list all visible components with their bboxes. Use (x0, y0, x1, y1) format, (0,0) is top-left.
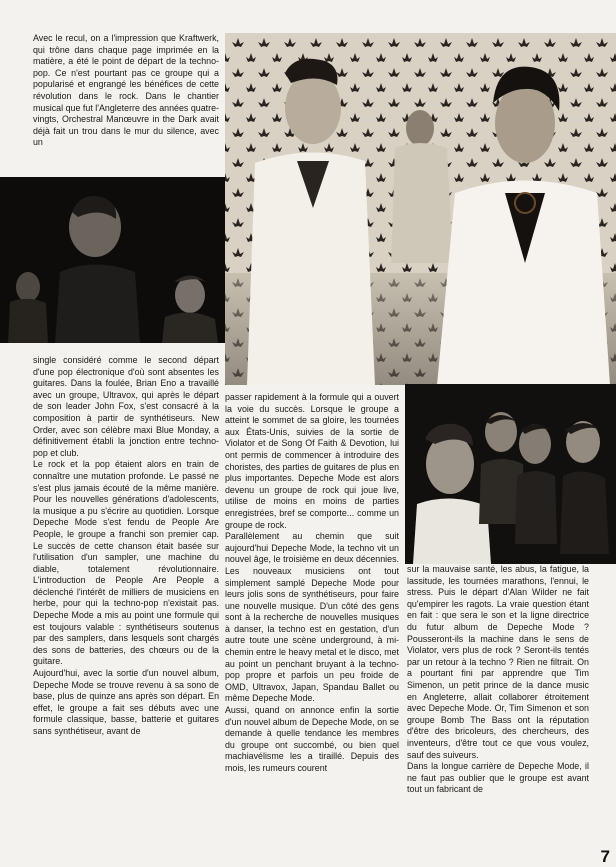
left-band-photo (0, 177, 225, 343)
paragraph: Aussi, quand on annonce enfin la sortie d'un nouvel album de Depeche Mode, on se demande à quelle tendance les membres du groupe ont succombé, ou bien quel machiavélisme les a tiraillé. Depuis des mois, les rumeurs courent (225, 705, 399, 773)
paragraph: single considéré comme le second départ d'une pop électronique d'où sont absentes les guitares. Dans la foulée, Brian Eno a travaillé avec un groupe, Ultravox, qui après le départ de son leader John Fox, s'est consacré à la composition à partir de synthétiseurs. New Order, avec son célèbre maxi Blue Monday, a définitivement établi la jonction entre techno-pop et club. (33, 355, 219, 458)
main-band-photo-art (225, 33, 616, 385)
right-band-photo-art (405, 384, 616, 564)
right-band-photo (405, 384, 616, 564)
paragraph: Dans la longue carrière de Depeche Mode, il ne faut pas oublier que le groupe est avant tout un fabricant de (407, 761, 589, 795)
column-1-bottom (33, 355, 219, 860)
paragraph: Parallèlement au chemin que suit aujourd'hui Depeche Mode, la techno vit un nouvel âge, le troisième en deux décennies. Les nouveaux musiciens ont tout simplement samplé Depeche Mode pour leurs jolis sons de synthétiseurs, pour faire une nouvelle musique. D'un côté des gens sont à la recherche de nouvelles musiques à danser, la techno est en gestation, d'un autre toute une scène underground, à mi-chemin entre le heavy metal et le disco, met au point un penchant bruyant à la techno-pop propre et parfois un peu froide de OMD, Ultravox, Japan, Spandau Ballet ou même Depeche Mode. (225, 531, 399, 704)
left-band-photo-art (0, 177, 225, 343)
column-2 (225, 392, 399, 860)
paragraph: Aujourd'hui, avec la sortie d'un nouvel album, Depeche Mode se trouve revenu à sa sono de base, plus de quinze ans après son départ. En effet, le groupe a fait ses débuts avec une formule classique, basse, batterie et guitares sans synthétiseur, avant de (33, 668, 219, 736)
paragraph: Avec le recul, on a l'impression que Kraftwerk, qui trône dans chaque page imprimée en la matière, a été le point de départ de la techno-pop. Ce n'est pourtant pas ce groupe qui a popularisé et engrangé les bénéfices de cette révolution dans le rock. Dans le chantier musical que fut l'Angleterre des années quatre-vingts, Orchestral Manœuvre in the Dark avait déjà fait un trou dans le mur du silence, avec un (33, 33, 219, 148)
main-band-photo (225, 33, 616, 385)
page-number: 7 (600, 847, 610, 866)
paragraph: Le rock et la pop étaient alors en train de connaître une mutation profonde. Le passé ne s'est plus jamais écouté de la même manière. Pour les nouvelles générations d'adolescents, la musique a pu s'écrire au quotidien. Lorsque Depeche Mode s'est fendu de People Are People, le groupe a franchi son premier cap. Le succès de cette chanson était basée sur l'utilisation d'un sampler, une machine du diable, totalement révolutionnaire. L'introduction de People Are People a déclenché l'intérêt de milliers de musiciens en herbe, pour qui la techno-pop n'existait pas. Depeche Mode a mis au point une formule qui est toujours valable : synthétiseurs soutenus par des samplers, dans lesquels sont chargés des sons de batteries, des chœurs ou de la guitare. (33, 459, 219, 667)
paragraph: sur la mauvaise santé, les abus, la fatigue, la lassitude, les tournées marathons, l'ennui, le stress. Puis le départ d'Alan Wilder ne fait qu'empirer les ragots. La vraie question étant en fait : que sera le son et la ligne directrice du futur album de Depeche Mode ? Pousseront-ils la machine dans le sens de Violator, vers plus de rock ? Seront-ils tentés par un retour à la techno ? Rien ne filtrait. On a pourtant fini par apprendre que Tim Simenon, un petit prince de la dance music en Angleterre, allait collaborer étroitement avec Depeche Mode. Or, Tim Simenon et son groupe Bomb The Bass ont la réputation d'être des bricoleurs, des chercheurs, des inventeurs, d'être tout ce que vous voulez, sauf des suiveurs. (407, 564, 589, 760)
paragraph: passer rapidement à la formule qui a ouvert la voie du succès. Lorsque le groupe a atteint le sommet de sa gloire, les tournées aux États-Unis, suivies de la sortie de Violator et de Song Of Faith & Devotion, lui ont permis de commencer à introduire des choristes, des parties de guitares de plus en plus importantes. Depeche Mode est alors devenu un groupe de rock qui joue live, utilise de moins en moins de parties enregistrées, bref se comporte... comme un groupe de rock. (225, 392, 399, 530)
column-3 (407, 564, 589, 860)
column-1-top (33, 33, 219, 173)
